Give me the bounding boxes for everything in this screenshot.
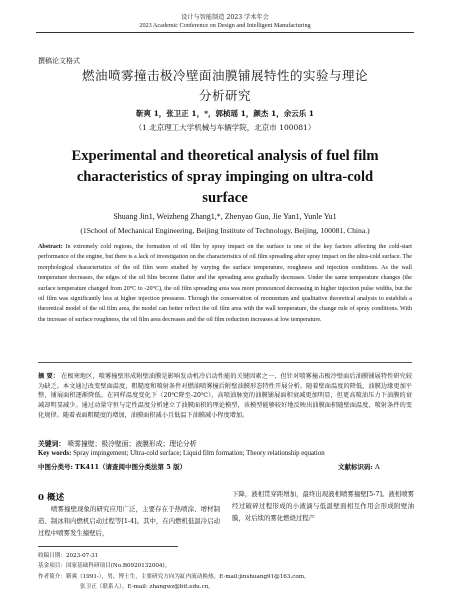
keywords-cn-text: 喷雾撞壁；极冷壁面；液膜形成；理论分析 [67, 440, 197, 448]
title-en-line-2: characteristics of spray impinging on ultra-cold [76, 169, 374, 185]
body-column-left: 喷雾撞壁现象的研究应用广泛，主要存在于热喷涂、增材制造、制冰和内燃机启动过程等[1-4]。其中，在内燃机低温冷启动过程中喷雾发生撞壁后， [38, 505, 220, 537]
doc-code [338, 462, 380, 471]
paper-type-label: 撰稿论文格式 [38, 57, 80, 65]
clc-label: 中图分类号: [38, 463, 73, 471]
footnote-fund: 基金项目：国家基础科研项目(No.B0920132004)。 [38, 563, 171, 569]
affiliation-en: (1School of Mechanical Engineering, Beijing Institute of Technology, Beijing, 100081, China.) [80, 226, 370, 235]
title-en [40, 146, 410, 209]
clc-value: TK411（请查阅中图分类法第 5 版） [74, 463, 187, 471]
classification-row [38, 462, 412, 471]
authors-en: Shuang Jin1, Weizheng Zhang1,*, Zhenyao Guo, Jie Yan1, Yunle Yu1 [113, 212, 337, 221]
abstract-en-text: In extremely cold regions, the formation of oil film by spray impact on the surface is one of the key factors affecting the cold-start performance of the engine, but there is a lack of investigation on the characteristics of oil film spreading after spray impact on the ultra-cold surface. The morphological characteristics of the oil film were studied by varying the surface temperature, roughness and injection conditions. As the wall temperature decreases, the edges of the oil film become flatter and the spreading area gradually decreases. Under the same temperature changes (the surface temperature changed from 20°C to -20°C), the oil film spreading area was more pronounced decreasing in higher injection pulse widths, but the oil film was significantly less at higher injection pressures. Through the conservation of momentum and qualitative theoretical analysis to establish a theoretical model of the oil film area, the model can better reflect the oil film area with the wall temperature, the change rule of spray conditions. With the increase of surface roughness, the oil film area decreases and the oil film reduction increases at low temperature. [38, 244, 412, 323]
keywords-en-text: Spray impingement; Ultra-cold surface; Liquid film formation; Theory relationship equation [73, 450, 325, 457]
title-cn-line-2: 分析研究 [198, 88, 251, 103]
keywords-en [38, 450, 412, 457]
abstract-en-label: Abstract: [38, 244, 63, 250]
section-heading-overview: 0 概述 [38, 493, 65, 503]
footnote-author-2: 张卫正（联系人），E-mail: zhangwz@bit.edu.cn。 [80, 584, 214, 590]
doc-code-value: A [374, 463, 380, 471]
footnote-rule [38, 546, 178, 547]
body-column-right: 下降，液相贯穿距增加，最终出现液相喷雾撞壁[5-7]。液相喷雾经过破碎过程形成的小液滴与低温壁面相互作用会形成附壁油膜，对后续的雾化燃烧过程产 [232, 490, 414, 522]
keywords-cn-label: 关键词： [38, 440, 66, 448]
title-en-line-1: Experimental and theoretical analysis of fuel film [71, 148, 379, 164]
abstract-divider [38, 362, 412, 363]
footnote-author-1: 作者简介：靳爽（1991-），男，博士生，主要研究方向为缸内流动换热。E-mail:jinshuang91@163.com。 [38, 574, 310, 580]
keywords-cn [38, 438, 412, 448]
affiliation-cn: （1 北京理工大学机械与车辆学院，北京市 100081） [134, 123, 316, 132]
title-en-line-3: surface [202, 190, 248, 206]
keywords-en-label: Key words: [38, 450, 72, 457]
abstract-en [38, 242, 412, 325]
running-header-en: 2023 Academic Conference on Design and Intelligent Manufacturing [139, 22, 311, 29]
abstract-cn [38, 372, 412, 421]
abstract-cn-text: 在极寒地区，喷雾撞壁形成附壁油膜是影响发动机冷启动性能的关键因素之一，但针对喷雾撞击极冷壁面后油膜铺展特性研究较为缺乏。本文通过改变壁面温度、粗糙度和喷射条件对燃油喷雾撞后附壁油膜形态特性开展分析。随着壁面温度的降低，油膜边缘更加平整，铺展面积逐渐降低。在同样温度变化下（20℃降至-20℃），高喷油脉宽的油膜铺展面积衰减更加明显，但更高喷油压力下油膜的衰减却明显减少。通过动量守恒与定性温度分析建立了油膜面积的理论模型，该模型能够较好地反映出油膜面积随壁面温度、喷射条件的变化规律。随着表面粗糙度的增加，油膜面积减小且低温下油膜减小程度增加。 [38, 373, 413, 419]
title-cn [40, 66, 410, 106]
footnote-received: 收稿日期：2023-07-31 [38, 553, 99, 559]
doc-code-label: 文献标识码: [338, 463, 373, 471]
abstract-cn-label: 摘 要： [38, 373, 60, 380]
title-cn-line-1: 燃油喷雾撞击极冷壁面油膜铺展特性的实验与理论 [81, 68, 368, 83]
header-rule [36, 32, 414, 33]
authors-cn: 靳爽 1，张卫正 1，*，郭桢瑶 1，颜杰 1，余云乐 1 [135, 109, 315, 118]
running-header-cn: 设计与智能制造 2023 学术年会 [181, 14, 269, 21]
